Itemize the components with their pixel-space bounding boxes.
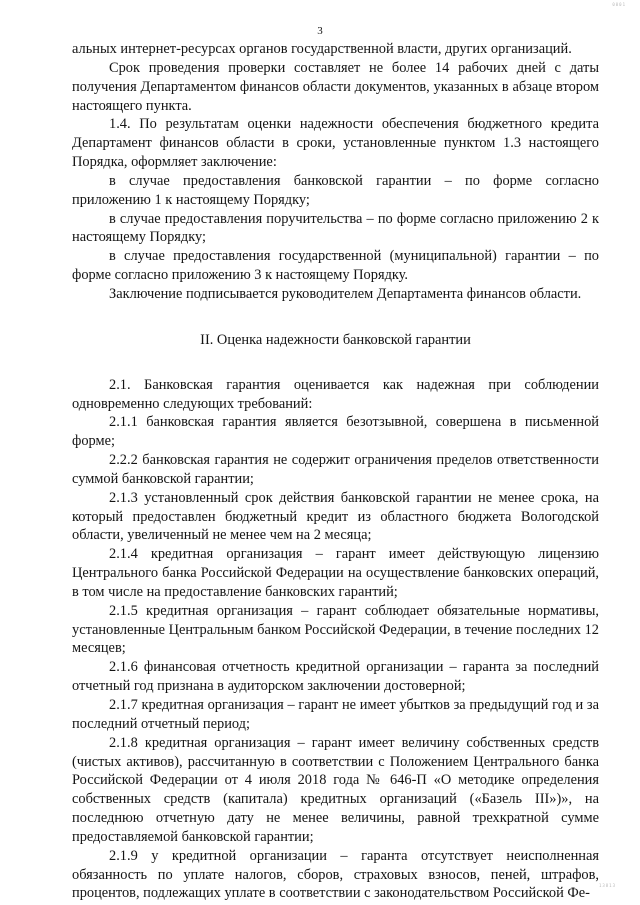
paragraph-2-1-7: 2.1.7 кредитная организация – гарант не имеет убытков за предыдущий год и за последний отчетный период; [72,697,599,732]
paragraph-signature-note: Заключение подписывается руководителем Департамента финансов области. [109,285,582,302]
paragraph-bank-guarantee-case: в случае предоставления банковской гарантии – по форме согласно приложению 1 к настоящему Порядку; [72,172,599,208]
paragraph-2-2-2: 2.2.2 банковская гарантия не содержит ограничения пределов ответственности суммой банковской гарантии; [72,452,599,487]
paragraph-1-4: 1.4. По результатам оценки надежности обеспечения бюджетного кредита Департамент финансов области в сроки, установленные пунктом 1.3 настоящего Порядка, оформляет заключение: [72,116,599,171]
paragraph-2-1-3: 2.1.3 установленный срок действия банковской гарантии не менее срока, на который предоставлен бюджетный кредит из областного бюджета Вологодской области, увеличенный не менее чем на 2 месяца; [72,489,599,544]
paragraph-surety-case: в случае предоставления поручительства – по форме согласно приложению 2 к настоящему Порядку; [72,210,599,246]
paragraph-2-1: 2.1. Банковская гарантия оценивается как надежная при соблюдении одновременно следующих требований: [72,376,599,412]
document-body [72,40,599,903]
paragraph-2-1-9: 2.1.9 у кредитной организации – гаранта отсутствует неисполненная обязанность по уплате налогов, сборов, страховых взносов, пеней, штрафов, процентов, подлежащих уплате в соответствии с законодательством Российской Фе- [72,847,599,902]
paragraph-2-1-4: 2.1.4 кредитная организация – гарант имеет действующую лицензию Центрального банка Российской Федерации на осуществление банковских операций, в том числе на предоставление банковских гарантий; [72,546,599,600]
paragraph-continuation: альных интернет-ресурсах органов государственной власти, других организаций. [72,41,572,57]
scan-mark-top: 0001 [612,2,626,7]
paragraph-2-1-8: 2.1.8 кредитная организация – гарант имеет величину собственных средств (чистых активов), рассчитанную в соответствии с Положением Центрального банка Российской Федерации от 4 июля 2018 года № 646-П «О методике определения собственных средств (капитала) кредитных организаций («Базель III»)», на последнюю отчетную дату не менее величины, равной трехкратной сумме предоставляемой банковской гарантии; [72,734,599,845]
section-heading: II. Оценка надежности банковской гарантии [200,331,471,348]
paragraph-2-1-6: 2.1.6 финансовая отчетность кредитной организации – гаранта за последний отчетный год признана в аудиторском заключении достоверной; [72,659,599,695]
scan-mark-bottom: 13813 [598,883,616,888]
page-number: 3 [317,25,323,37]
paragraph-check-duration: Срок проведения проверки составляет не более 14 рабочих дней с даты получения Департаментом финансов области документов, указанных в абзаце втором настоящего пункта. [72,59,599,114]
paragraph-2-1-1: 2.1.1 банковская гарантия является безотзывной, совершена в письменной форме; [72,414,599,450]
paragraph-2-1-5: 2.1.5 кредитная организация – гарант соблюдает обязательные нормативы, установленные Центральным банком Российской Федерации, в течение последних 12 месяцев; [72,602,599,657]
paragraph-state-guarantee-case: в случае предоставления государственной (муниципальной) гарантии – по форме согласно приложению 3 к настоящему Порядку. [72,248,599,284]
